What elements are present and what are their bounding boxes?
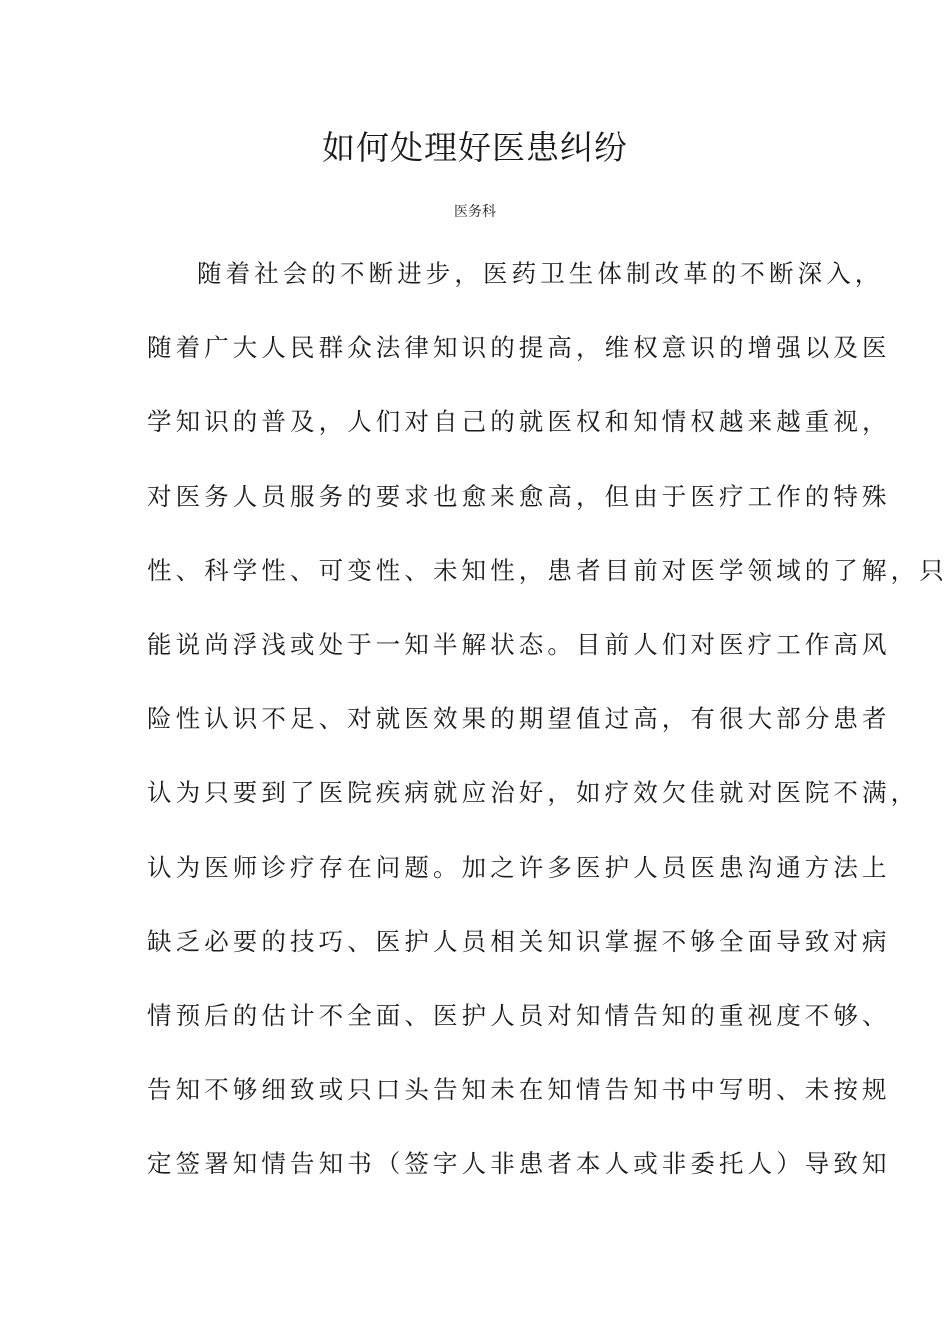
body-line: 认为只要到了医院疾病就应治好，如疗效欠佳就对医院不满，: [147, 778, 920, 808]
body-line: 缺乏必要的技巧、医护人员相关知识掌握不够全面导致对病: [147, 926, 891, 956]
body-line: 告知不够细致或只口头告知未在知情告知书中写明、未按规: [147, 1075, 891, 1105]
author-department: 医务科: [454, 204, 496, 220]
body-line: 随着社会的不断进步，医药卫生体制改革的不断深入，: [197, 259, 884, 288]
body-line: 认为医师诊疗存在问题。加之许多医护人员医患沟通方法上: [147, 852, 891, 882]
body-line: 定签署知情告知书（签字人非患者本人或非委托人）导致知: [147, 1149, 891, 1179]
body-line: 险性认识不足、对就医效果的期望值过高，有很大部分患者: [147, 704, 891, 734]
body-line: 对医务人员服务的要求也愈来愈高，但由于医疗工作的特殊: [147, 481, 891, 511]
body-line: 随着广大人民群众法律知识的提高，维权意识的增强以及医: [147, 333, 891, 363]
body-text: [147, 252, 948, 1216]
body-line: 性、科学性、可变性、未知性，患者目前对医学领域的了解，只: [147, 555, 948, 585]
document-title: 如何处理好医患纠纷: [322, 128, 628, 167]
body-line: 能说尚浮浅或处于一知半解状态。目前人们对医疗工作高风: [147, 629, 891, 659]
body-line: 学知识的普及，人们对自己的就医权和知情权越来越重视，: [147, 407, 891, 437]
body-line: 情预后的估计不全面、医护人员对知情告知的重视度不够、: [147, 1000, 891, 1030]
